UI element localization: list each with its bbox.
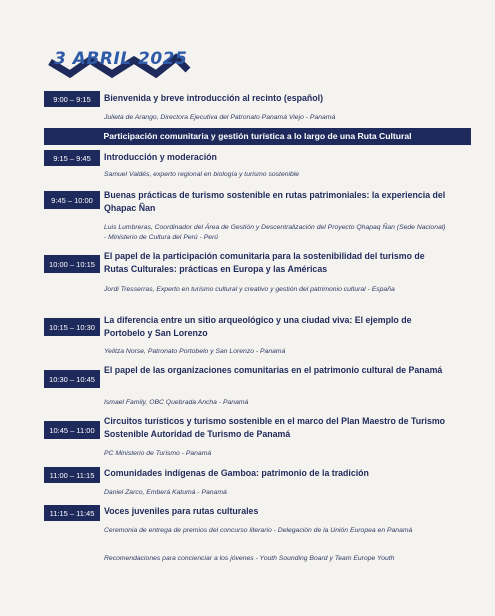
time-badge: 10:15 – 10:30 — [44, 318, 100, 336]
session-title: El papel de las organizaciones comunitarias en el patrimonio cultural de Panamá — [104, 365, 443, 375]
session-title: Comunidades indígenas de Gamboa: patrimonio de la tradición — [104, 468, 369, 478]
session-title: Buenas prácticas de turismo sostenible en rutas patrimoniales: la experiencia del Qhapac Ñan — [104, 190, 446, 213]
speaker-line: Ceremonia de entrega de premios del concurso literario - Delegación de la Unión Europea en Panamá — [104, 527, 413, 534]
time-badge: 9:00 – 9:15 — [44, 91, 100, 107]
event-date: 3 ABRIL 2025 — [54, 49, 188, 69]
session-title: Introducción y moderación — [104, 152, 217, 162]
time-badge: 10:45 – 11:00 — [44, 421, 100, 439]
speaker-line: Samuel Valdés, experto regional en biología y turismo sostenible — [104, 171, 300, 178]
speaker-line: Daniel Zarco, Emberá Katumá - Panamá — [104, 489, 227, 496]
time-badge: 10:00 – 10:15 — [44, 255, 100, 273]
time-badge: 9:45 – 10:00 — [44, 191, 100, 209]
speaker-line: Ismael Family, OBC Quebrada Ancha - Panamá — [104, 399, 249, 406]
time-badge: 9:15 – 9:45 — [44, 150, 100, 166]
session-title: El papel de la participación comunitaria para la sostenibilidad del turismo de Rutas Culturales: prácticas en Europa y las Américas — [104, 251, 425, 274]
session-title: Circuitos turísticos y turismo sostenible en el marco del Plan Maestro de Turismo Sostenible Autoridad de Turismo de Panamá — [104, 416, 446, 439]
section-heading: Participación comunitaria y gestión turística a lo largo de una Ruta Cultural — [44, 128, 471, 145]
time-badge: 10:30 – 10:45 — [44, 370, 100, 388]
speaker-line: Julieta de Arango, Directora Ejecutiva del Patronato Panamá Viejo - Panamá — [104, 114, 336, 121]
session-title: Voces juveniles para rutas culturales — [104, 506, 259, 516]
speaker-line: Luis Lumbreras, Coordinador del Área de Gestión y Descentralización del Proyecto Qhapaq Ñan (Sede Nacional) - Ministerio de Cultura del Perú - Perú — [104, 224, 446, 241]
speaker-line: Jordi Tresserras, Experto en turismo cultural y creativo y gestión del patrimonio cultural - España — [104, 286, 395, 293]
date-banner — [48, 40, 198, 82]
time-badge: 11:00 – 11:15 — [44, 467, 100, 483]
speaker-line: Yelitza Norse, Patronato Portobelo y San Lorenzo - Panamá — [104, 348, 286, 355]
speaker-line: Recomendaciones para concienciar a los jóvenes - Youth Sounding Board y Team Europe Youth — [104, 555, 395, 562]
time-badge: 11:15 – 11:45 — [44, 505, 100, 521]
session-title: La diferencia entre un sitio arqueológico y una ciudad viva: El ejemplo de Portobelo y San Lorenzo — [104, 315, 412, 338]
session-title: Bienvenida y breve introducción al recinto (español) — [104, 93, 323, 103]
speaker-line: PC Ministerio de Turismo - Panamá — [104, 450, 212, 457]
